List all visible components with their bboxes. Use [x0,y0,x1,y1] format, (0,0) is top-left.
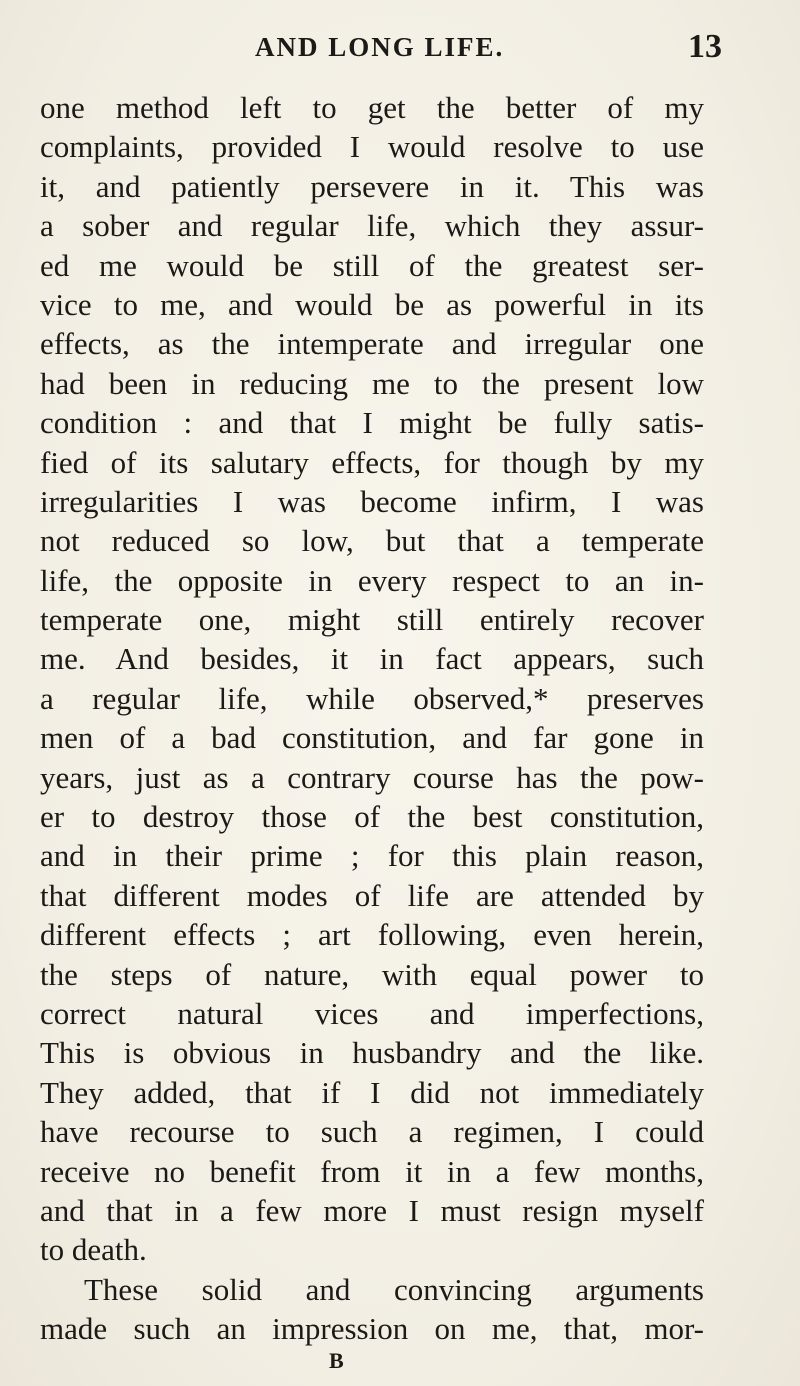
text-line: They added, that if I did not immediately [40,1074,704,1110]
text-line: it, and patiently persevere in it. This was [40,168,704,204]
text-line: a regular life, while observed,* preserves [40,680,704,716]
text-line: a sober and regular life, which they assur- [40,208,704,244]
text-line: and that in a few more I must resign myself [40,1192,704,1228]
text-line: These solid and convincing arguments [84,1271,704,1307]
text-line: vice to me, and would be as powerful in its [40,286,704,322]
text-line: not reduced so low, but that a temperate [40,523,704,559]
text-line: fied of its salutary effects, for though by my [40,444,704,480]
text-line: me. And besides, it in fact appears, such [40,641,704,677]
text-line: years, just as a contrary course has the pow- [40,759,704,795]
text-line: and in their prime ; for this plain reason, [40,838,704,874]
text-line: correct natural vices and imperfections, [40,995,704,1031]
body-text [40,88,704,1349]
text-line: different effects ; art following, even herein, [40,917,704,953]
text-line: had been in reducing me to the present low [40,365,704,401]
text-line: complaints, provided I would resolve to use [40,129,704,165]
running-title: AND LONG LIFE. [255,32,505,62]
text-line: men of a bad constitution, and far gone in [40,720,704,756]
text-line: irregularities I was become infirm, I was [40,483,704,519]
text-line: er to destroy those of the best constitution, [40,799,704,835]
signature-mark: B [329,1348,344,1373]
text-line: This is obvious in husbandry and the like. [40,1035,704,1071]
text-line: made such an impression on me, that, mor- [40,1311,704,1347]
text-line: condition : and that I might be fully satis- [40,405,704,441]
text-line: that different modes of life are attended by [40,877,704,913]
text-line: one method left to get the better of my [40,90,704,125]
text-line: life, the opposite in every respect to an in- [40,562,704,598]
running-header [0,28,800,72]
page-number: 13 [688,28,722,65]
text-line: receive no benefit from it in a few months, [40,1153,704,1189]
text-line: effects, as the intemperate and irregular one [40,326,704,362]
text-line: ed me would be still of the greatest ser- [40,247,704,283]
text-line: have recourse to such a regimen, I could [40,1114,704,1150]
text-line: temperate one, might still entirely recover [40,602,704,638]
text-line: to death. [40,1232,147,1268]
text-line: the steps of nature, with equal power to [40,956,704,992]
